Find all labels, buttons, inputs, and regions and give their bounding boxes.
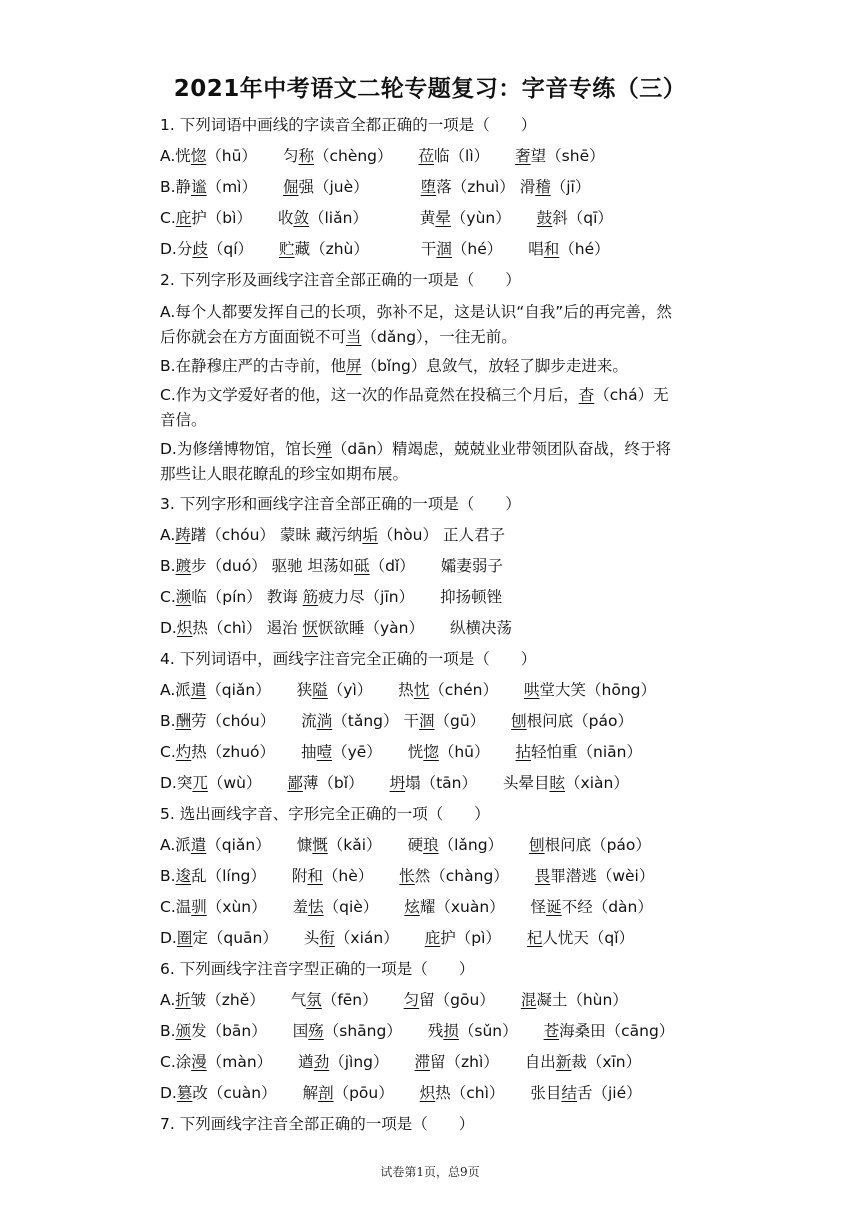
question-1-option-c: C.庇护（bì） 收敛（liǎn） 黄晕（yùn） 鼓斜（qī） bbox=[160, 209, 613, 227]
question-5-option-d: D.圈定（quān） 头衔（xián） 庇护（pì） 杞人忧天（qǐ） bbox=[160, 929, 635, 947]
question-2-option-a: A.每个人都要发挥自己的长项，弥补不足，这是认识“自我”后的再完善，然 后你就会在方方面面锐不可当（dǎng），一往无前。 bbox=[160, 303, 672, 346]
question-1-option-d: D.分歧（qí） 贮藏（zhù） 干涸（hé） 唱和（hé） bbox=[160, 240, 610, 258]
question-4-option-b: B.酬劳（chóu） 流淌（tǎng） 干涸（gū） 刨根问底（páo） bbox=[160, 712, 633, 730]
page-title: 2021年中考语文二轮专题复习：字音专练（三） bbox=[173, 76, 687, 102]
question-2-option-b: B.在静穆庄严的古寺前，他屏（bǐng）息敛气，放轻了脚步走进来。 bbox=[160, 357, 628, 375]
question-3-option-b: B.踱步（duó） 驱驰 坦荡如砥（dǐ） 孀妻弱子 bbox=[160, 557, 503, 575]
question-2-option-d: D.为修缮博物馆，馆长殚（dān）精竭虑，兢兢业业带领团队奋战，终于将 那些让人眼花瞭乱的珍宝如期布展。 bbox=[160, 440, 672, 483]
question-3-stem: 3. 下列字形和画线字注音全部正确的一项是（ ） bbox=[160, 495, 521, 513]
question-2-option-c: C.作为文学爱好者的他，这一次的作品竟然在投稿三个月后，杳（chá）无 音信。 bbox=[160, 386, 669, 429]
page-footer: 试卷第1页，总9页 bbox=[380, 1165, 480, 1179]
question-5-option-a: A.派遣（qiǎn） 慷慨（kǎi） 硬琅（lǎng） 刨根问底（páo） bbox=[160, 836, 651, 854]
question-5-stem: 5. 选出画线字音、字形完全正确的一项（ ） bbox=[160, 805, 490, 823]
question-4-option-c: C.灼热（zhuó） 抽噎（yē） 恍惚（hū） 拈轻怕重（niān） bbox=[160, 743, 642, 761]
question-4-option-a: A.派遣（qiǎn） 狭隘（yì） 热忱（chén） 哄堂大笑（hōng） bbox=[160, 681, 657, 699]
question-2-stem: 2. 下列字形及画线字注音全部正确的一项是（ ） bbox=[160, 271, 521, 289]
question-list bbox=[160, 110, 750, 1140]
question-6-option-a: A.折皱（zhě） 气氛（fēn） 匀留（gōu） 混凝土（hùn） bbox=[160, 991, 628, 1009]
question-6-option-c: C.涂漫（màn） 遒劲（jìng） 滞留（zhì） 自出新裁（xīn） bbox=[160, 1053, 642, 1071]
question-1-option-b: B.静谧（mì） 倔强（juè） 堕落（zhuì） 滑稽（jī） bbox=[160, 178, 591, 196]
question-3-option-d: D.炽热（chì） 遏治 恹恹欲睡（yàn） 纵横决荡 bbox=[160, 619, 512, 637]
question-6-stem: 6. 下列画线字注音字型正确的一项是（ ） bbox=[160, 960, 475, 978]
question-7-stem: 7. 下列画线字注音全部正确的一项是（ ） bbox=[160, 1115, 475, 1133]
question-3-option-c: C.濒临（pín） 教诲 筋疲力尽（jīn） 抑扬顿锉 bbox=[160, 588, 503, 606]
question-4-option-d: D.突兀（wù） 鄙薄（bǐ） 坍塌（tān） 头晕目眩（xiàn） bbox=[160, 774, 629, 792]
question-4-stem: 4. 下列词语中，画线字注音完全正确的一项是（ ） bbox=[160, 650, 537, 668]
question-3-option-a: A.踌躇（chóu） 蒙昧 藏污纳垢（hòu） 正人君子 bbox=[160, 526, 505, 544]
question-1-option-a: A.恍惚（hū） 匀称（chèng） 莅临（lì） 奢望（shē） bbox=[160, 147, 605, 165]
question-1-stem: 1. 下列词语中画线的字读音全都正确的一项是（ ） bbox=[160, 116, 537, 134]
question-5-option-b: B.逡乱（líng） 附和（hè） 怅然（chàng） 畏罪潜逃（wèi） bbox=[160, 867, 655, 885]
question-6-option-b: B.颁发（bān） 国殇（shāng） 残损（sǔn） 苍海桑田（cāng） bbox=[160, 1022, 675, 1040]
question-6-option-d: D.篡改（cuàn） 解剖（pōu） 炽热（chì） 张目结舌（jié） bbox=[160, 1084, 642, 1102]
question-5-option-c: C.温驯（xùn） 羞怯（qiè） 炫耀（xuàn） 怪诞不经（dàn） bbox=[160, 898, 653, 916]
